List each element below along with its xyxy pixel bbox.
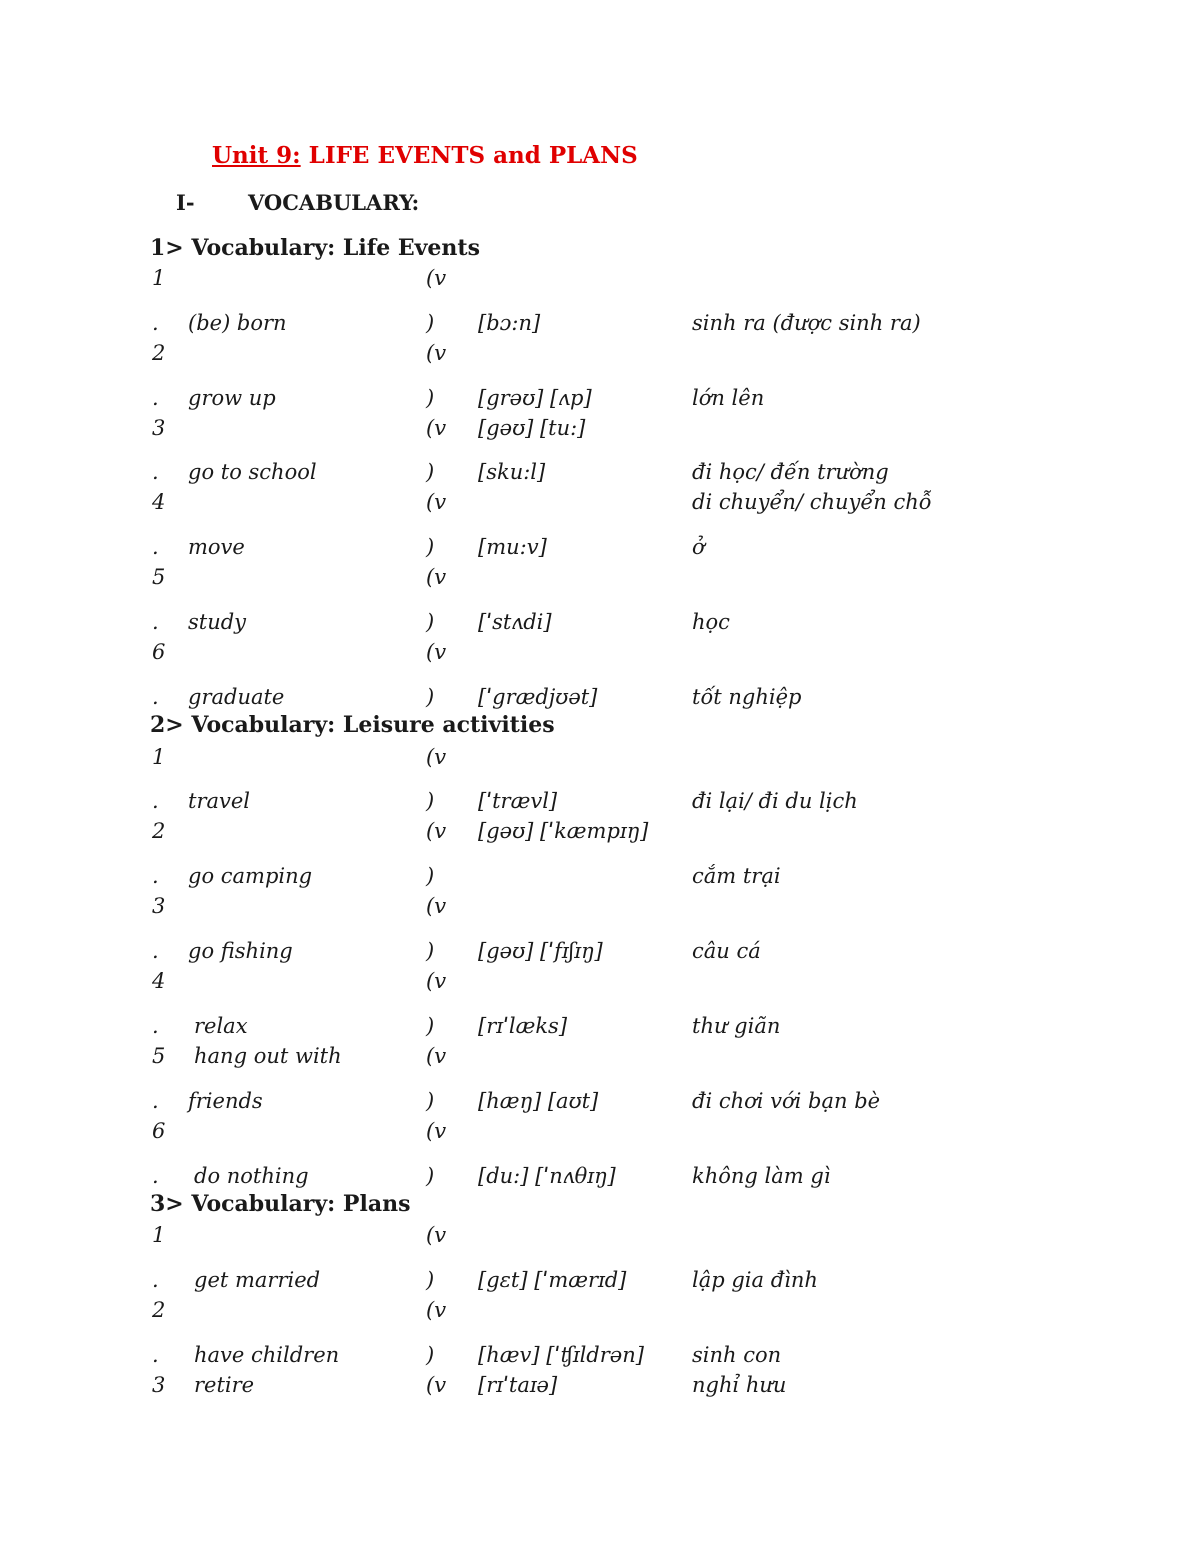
item-pos-open: (v	[426, 1223, 447, 1247]
item-word: grow up	[188, 386, 276, 410]
item-word: do nothing	[194, 1164, 309, 1188]
item-ipa: [rɪˈlæks]	[478, 1014, 568, 1038]
item-pos-close: )	[426, 864, 435, 888]
item-ipa: [gəʊ] [ˈfɪʃɪŋ]	[478, 939, 603, 963]
item-pos-open: (v	[426, 819, 447, 843]
item-ipa: [gɛt] [ˈmærɪd]	[478, 1268, 627, 1292]
item-number: 3	[152, 894, 166, 918]
item-word: go to school	[188, 460, 317, 484]
item-ipa: [ˈtrævl]	[478, 789, 558, 813]
item-dot: .	[152, 386, 159, 410]
item-pos-close: )	[426, 460, 435, 484]
item-number: 2	[152, 1298, 166, 1322]
item-pos-open: (v	[426, 341, 447, 365]
heading-numeral: I-	[176, 190, 195, 215]
item-pos-close: )	[426, 1343, 435, 1367]
item-pos-open: (v	[426, 745, 447, 769]
item-dot: .	[152, 939, 159, 963]
item-meaning: đi học/ đến trường	[692, 460, 889, 484]
item-word: study	[188, 610, 247, 634]
page-title	[212, 142, 638, 169]
item-meaning: học	[692, 610, 730, 634]
item-ipa: [hæv] [ˈʧɪldrən]	[478, 1343, 644, 1367]
item-pos-close: )	[426, 610, 435, 634]
item-word: go fishing	[188, 939, 293, 963]
item-pos-close: )	[426, 789, 435, 813]
item-dot: .	[152, 1343, 159, 1367]
item-meaning: sinh ra (được sinh ra)	[692, 311, 921, 335]
item-number: 4	[152, 490, 166, 514]
item-number: 5	[152, 565, 166, 589]
item-ipa: [du:] [ˈnʌθɪŋ]	[478, 1164, 616, 1188]
item-ipa: [rɪˈtaɪə]	[478, 1373, 558, 1397]
item-pos-open: (v	[426, 416, 447, 440]
item-meaning: cắm trại	[692, 864, 781, 888]
item-word: have children	[194, 1343, 340, 1367]
item-number: 1	[152, 1223, 166, 1247]
item-meaning: nghỉ hưu	[692, 1373, 787, 1397]
item-meaning: đi chơi với bạn bè	[692, 1089, 881, 1113]
item-dot: .	[152, 460, 159, 484]
item-pos-close: )	[426, 939, 435, 963]
item-pos-open: (v	[426, 490, 447, 514]
item-dot: .	[152, 311, 159, 335]
item-number: 6	[152, 1119, 166, 1143]
item-number: 2	[152, 341, 166, 365]
item-meaning: sinh con	[692, 1343, 782, 1367]
item-pos-open: (v	[426, 969, 447, 993]
item-word: get married	[194, 1268, 321, 1292]
item-pos-open: (v	[426, 894, 447, 918]
item-word-top: hang out with	[194, 1044, 342, 1068]
item-word: graduate	[188, 685, 285, 709]
item-number: 5	[152, 1044, 166, 1068]
item-pos-close: )	[426, 1164, 435, 1188]
item-meaning: đi lại/ đi du lịch	[692, 789, 858, 813]
item-ipa: [bɔ:n]	[478, 311, 541, 335]
item-ipa: [sku:l]	[478, 460, 546, 484]
item-ipa: [grəʊ] [ʌp]	[478, 386, 592, 410]
item-word: go camping	[188, 864, 313, 888]
item-ipa: [ˈgrædjʊət]	[478, 685, 598, 709]
item-number: 3	[152, 416, 166, 440]
item-meaning: thư giãn	[692, 1014, 781, 1038]
item-word: move	[188, 535, 245, 559]
item-meaning: không làm gì	[692, 1164, 831, 1188]
item-pos-open: (v	[426, 1044, 447, 1068]
item-word: friends	[188, 1089, 263, 1113]
item-pos-close: )	[426, 685, 435, 709]
item-dot: .	[152, 1164, 159, 1188]
item-pos-open: (v	[426, 1298, 447, 1322]
item-pos-close: )	[426, 386, 435, 410]
item-ipa-top: [gəʊ] [tu:]	[478, 416, 586, 440]
item-pos-close: )	[426, 1089, 435, 1113]
item-number: 1	[152, 266, 166, 290]
section-heading-plans: 3> Vocabulary: Plans	[150, 1191, 411, 1217]
item-number: 6	[152, 640, 166, 664]
item-dot: .	[152, 1089, 159, 1113]
section-heading-leisure: 2> Vocabulary: Leisure activities	[150, 712, 555, 738]
item-meaning: tốt nghiệp	[692, 685, 802, 709]
heading-vocabulary: VOCABULARY:	[248, 190, 420, 215]
item-dot: .	[152, 789, 159, 813]
item-word: retire	[194, 1373, 255, 1397]
item-dot: .	[152, 610, 159, 634]
item-pos-close: )	[426, 311, 435, 335]
item-pos-open: (v	[426, 640, 447, 664]
item-dot: .	[152, 1014, 159, 1038]
item-word: (be) born	[188, 311, 287, 335]
item-word: travel	[188, 789, 251, 813]
item-ipa-top: [gəʊ] [ˈkæmpɪŋ]	[478, 819, 649, 843]
item-dot: .	[152, 685, 159, 709]
item-dot: .	[152, 1268, 159, 1292]
item-number: 4	[152, 969, 166, 993]
item-ipa: [hæŋ] [aʊt]	[478, 1089, 599, 1113]
section-heading-life-events: 1> Vocabulary: Life Events	[150, 235, 480, 261]
item-number: 1	[152, 745, 166, 769]
item-meaning: câu cá	[692, 939, 761, 963]
item-ipa: [ˈstʌdi]	[478, 610, 552, 634]
item-meaning: lập gia đình	[692, 1268, 818, 1292]
item-pos-open: (v	[426, 1373, 447, 1397]
item-dot: .	[152, 535, 159, 559]
item-meaning-top: di chuyển/ chuyển chỗ	[692, 490, 932, 514]
unit-title: LIFE EVENTS and PLANS	[300, 142, 638, 169]
item-pos-close: )	[426, 535, 435, 559]
unit-label: Unit 9:	[212, 142, 301, 169]
item-pos-close: )	[426, 1268, 435, 1292]
item-number: 2	[152, 819, 166, 843]
item-dot: .	[152, 864, 159, 888]
item-meaning: ở	[692, 535, 705, 559]
item-word: relax	[194, 1014, 248, 1038]
item-pos-open: (v	[426, 266, 447, 290]
item-pos-open: (v	[426, 1119, 447, 1143]
item-number: 3	[152, 1373, 166, 1397]
item-ipa: [mu:v]	[478, 535, 547, 559]
item-meaning: lớn lên	[692, 386, 765, 410]
item-pos-close: )	[426, 1014, 435, 1038]
item-pos-open: (v	[426, 565, 447, 589]
